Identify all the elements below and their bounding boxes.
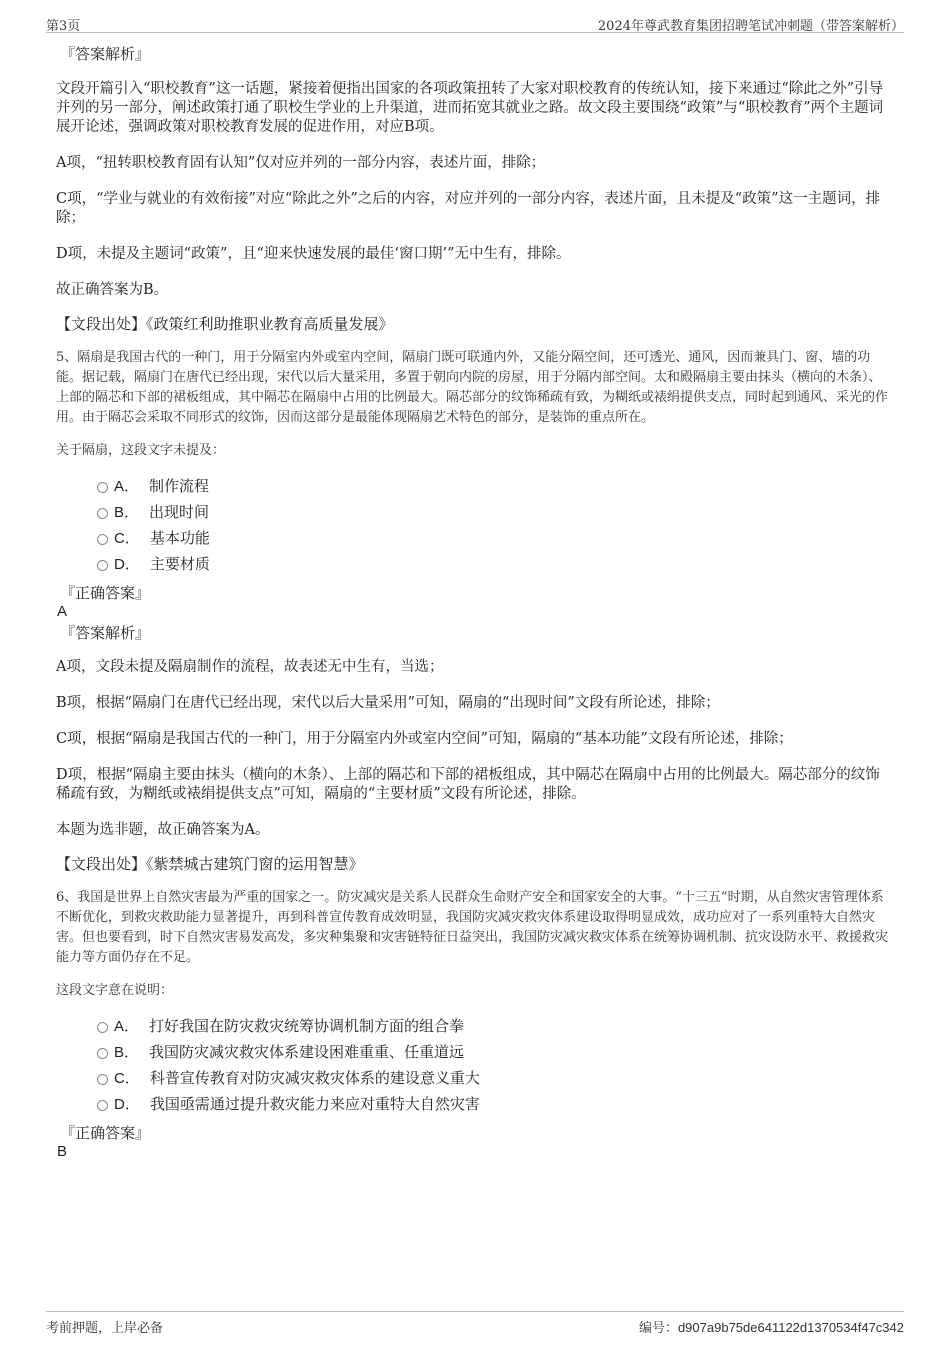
option-letter: A． — [114, 478, 140, 495]
radio-icon[interactable] — [97, 508, 108, 519]
option-text: 主要材质 — [149, 555, 210, 573]
q4-explain-c: C项，“学业与就业的有效衔接”对应“除此之外”之后的内容，对应并列的一部分内容，表述片面，且未提及“政策”这一主题词，排除； — [56, 191, 881, 226]
option-text: 基本功能 — [149, 529, 210, 547]
option-text: 制作流程 — [149, 477, 210, 495]
footer-slogan: 考前押题，上岸必备 — [46, 1321, 164, 1336]
q5-answer: A — [57, 603, 68, 620]
q6-question: 这段文字意在说明： — [56, 983, 174, 998]
q6-options — [56, 1013, 894, 1117]
q5-explain-a: A项，文段未提及隔扇制作的流程，故表述无中生有，当选； — [56, 659, 444, 675]
option-letter: D． — [114, 556, 140, 573]
option-letter: C． — [114, 1070, 140, 1087]
q6-passage: 6、我国是世界上自然灾害最为严重的国家之一。防灾减灾是关系人民群众生命财产安全和国家安全的大事。“十三五”时期，从自然灾害管理体系不断优化，到救灾救助能力显著提升，再到科普宣传教育成效明显，我国防灾减灾救灾体系建设取得明显成效，成功应对了一系列重特大自然灾害。但也要看到，时下自然灾害易发高发，多灾种集聚和灾害链特征日益突出，我国防灾减灾救灾体系在统筹协调机制、抗灾设防水平、救援救灾能力等方面仍存在不足。 — [56, 890, 889, 965]
q5-question: 关于隔扇，这段文字未提及： — [56, 443, 226, 458]
page-content — [56, 44, 894, 1161]
q6-option-b[interactable] — [56, 1039, 894, 1065]
q5-explain-c: C项，根据“隔扇是我国古代的一种门，用于分隔室内外或室内空间”可知，隔扇的“基本功能”文段有所论述，排除； — [56, 731, 793, 747]
document-title: 2024年尊武教育集团招聘笔试冲刺题（带答案解析） — [597, 19, 904, 34]
option-text: 科普宣传教育对防灾减灾救灾体系的建设意义重大 — [149, 1069, 480, 1087]
radio-icon[interactable] — [97, 560, 108, 571]
q4-explain-a: A项，“扭转职校教育固有认知”仅对应并列的一部分内容，表述片面，排除； — [56, 155, 546, 171]
q4-conclusion: 故正确答案为B。 — [56, 282, 169, 298]
q5-answer-label: 『正确答案』 — [60, 584, 151, 602]
page-footer — [46, 1311, 904, 1334]
q5-conclusion: 本题为选非题，故正确答案为A。 — [56, 822, 270, 838]
page-header — [46, 12, 904, 33]
q6-option-a[interactable] — [56, 1013, 894, 1039]
q5-analysis-label: 『答案解析』 — [60, 624, 151, 642]
option-text: 打好我国在防灾救灾统筹协调机制方面的组合拳 — [149, 1017, 465, 1035]
q5-option-c[interactable] — [56, 525, 894, 551]
q4-explain-d: D项，未提及主题词“政策”，且“迎来快速发展的最佳‘窗口期’”无中生有，排除。 — [56, 246, 571, 262]
q5-option-a[interactable] — [56, 473, 894, 499]
option-text: 我国防灾减灾救灾体系建设困难重重、任重道远 — [149, 1043, 465, 1061]
option-text: 出现时间 — [149, 503, 210, 521]
q6-answer-label: 『正确答案』 — [60, 1124, 151, 1142]
option-letter: C． — [114, 530, 140, 547]
radio-icon[interactable] — [97, 1048, 108, 1059]
option-letter: B． — [114, 1044, 140, 1061]
q5-options — [56, 473, 894, 577]
q6-option-c[interactable] — [56, 1065, 894, 1091]
q4-analysis-intro: 文段开篇引入“职校教育”这一话题，紧接着便指出国家的各项政策扭转了大家对职校教育的传统认知，接下来通过“除此之外”引导并列的另一部分，阐述政策打通了职校生学业的上升渠道，进而拓宽其就业之路。故文段主要围绕“政策”与“职校教育”两个主题词展开论述，强调政策对职校教育发展的促进作用，对应B项。 — [56, 81, 884, 135]
q5-explain-b: B项，根据“隔扇门在唐代已经出现，宋代以后大量采用”可知，隔扇的“出现时间”文段有所论述，排除； — [56, 695, 720, 711]
option-letter: D． — [114, 1096, 140, 1113]
document-code — [639, 1317, 904, 1336]
option-text: 我国亟需通过提升救灾能力来应对重特大自然灾害 — [149, 1095, 480, 1113]
q5-option-d[interactable] — [56, 551, 894, 577]
radio-icon[interactable] — [97, 482, 108, 493]
option-letter: A． — [114, 1018, 140, 1035]
q5-source: 【文段出处】《紫禁城古建筑门窗的运用智慧》 — [56, 855, 364, 873]
q4-analysis-label: 『答案解析』 — [60, 45, 151, 63]
radio-icon[interactable] — [97, 1100, 108, 1111]
q5-option-b[interactable] — [56, 499, 894, 525]
radio-icon[interactable] — [97, 1074, 108, 1085]
document-code-label: 编号： — [638, 1321, 678, 1336]
radio-icon[interactable] — [97, 534, 108, 545]
radio-icon[interactable] — [97, 1022, 108, 1033]
q6-answer: B — [57, 1143, 68, 1160]
q5-passage: 5、隔扇是我国古代的一种门，用于分隔室内外或室内空间，隔扇门既可联通内外，又能分隔空间，还可透光、通风，因而兼具门、窗、墙的功能。据记载，隔扇门在唐代已经出现，宋代以后大量采用，多置于朝向内院的房屋，用于分隔内部空间。太和殿隔扇主要由抹头（横向的木条）、上部的隔芯和下部的裙板组成，其中隔芯在隔扇中占用的比例最大。隔芯部分的纹饰稀疏有致，为糊纸或裱绢提供支点，同时起到通风、采光的作用。由于隔芯会采取不同形式的纹饰，因而这部分是最能体现隔扇艺术特色的部分，是装饰的重点所在。 — [56, 350, 889, 425]
page-number: 第3页 — [46, 19, 81, 34]
document-code-value: d907a9b75de641122d1370534f47c342 — [677, 1320, 904, 1335]
q5-explain-d: D项，根据“隔扇主要由抹头（横向的木条）、上部的隔芯和下部的裙板组成，其中隔芯在隔扇中占用的比例最大。隔芯部分的纹饰稀疏有致，为糊纸或裱绢提供支点”可知，隔扇的“主要材质”文段有所论述，排除。 — [56, 767, 880, 802]
option-letter: B． — [114, 504, 140, 521]
q4-source: 【文段出处】《政策红利助推职业教育高质量发展》 — [56, 315, 394, 333]
q6-option-d[interactable] — [56, 1091, 894, 1117]
